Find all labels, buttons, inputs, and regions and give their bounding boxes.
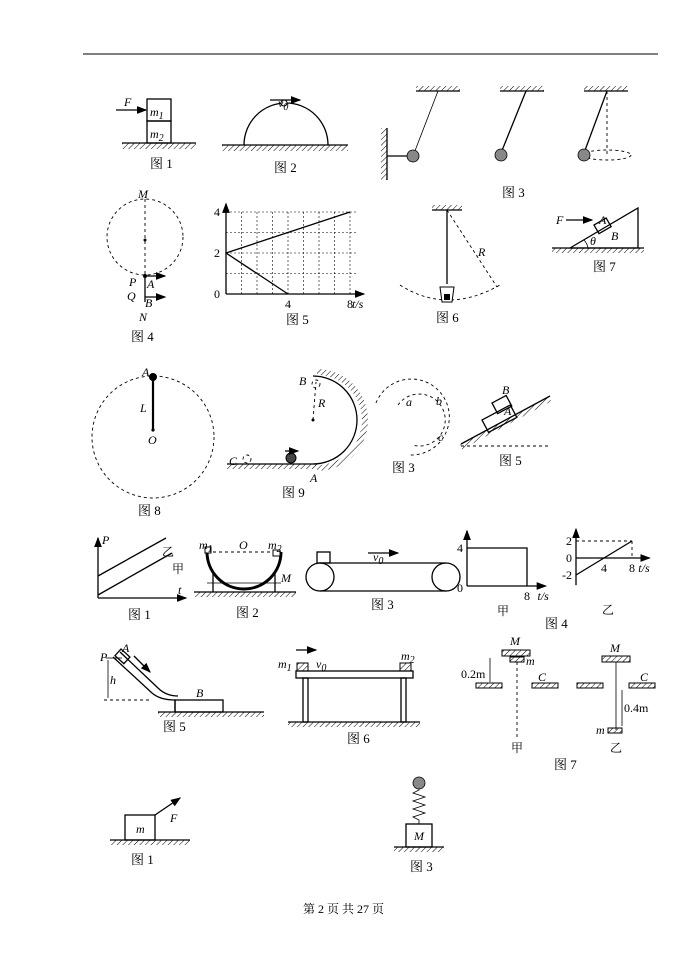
caption: 图 9 bbox=[282, 485, 305, 500]
block-m1 bbox=[297, 663, 308, 671]
table-leg bbox=[303, 678, 308, 722]
chart-yi bbox=[562, 529, 650, 585]
r4-fig1 bbox=[98, 533, 186, 622]
label-O: O bbox=[239, 538, 248, 552]
r2-fig6 bbox=[400, 205, 500, 325]
label-P: P bbox=[129, 275, 137, 289]
x-axis-label: t/s bbox=[351, 297, 364, 311]
label-A: A bbox=[504, 404, 512, 418]
point-O bbox=[151, 428, 154, 431]
caption: 图 6 bbox=[347, 731, 370, 746]
angle-arc bbox=[584, 240, 588, 248]
label-t: t bbox=[178, 583, 182, 597]
ground bbox=[288, 722, 420, 727]
string bbox=[584, 91, 607, 153]
y-tick-label: 4 bbox=[214, 205, 220, 219]
ground bbox=[194, 592, 296, 597]
label-R: R bbox=[478, 245, 486, 259]
label-M: M bbox=[610, 641, 620, 655]
label-R: R bbox=[318, 396, 326, 410]
ball-A bbox=[149, 373, 157, 381]
ball-C bbox=[243, 455, 251, 463]
r1-fig2 bbox=[222, 96, 348, 175]
label-A: A bbox=[147, 277, 155, 291]
caption: 图 4 bbox=[131, 329, 154, 344]
label-yi: 乙 bbox=[162, 545, 175, 559]
label-c: c bbox=[438, 430, 444, 444]
caption: 图 3 bbox=[410, 859, 433, 874]
caption: 图 1 bbox=[128, 607, 151, 622]
label-L: L bbox=[140, 401, 147, 415]
r1-fig3 bbox=[381, 86, 631, 200]
ceiling-hatch bbox=[416, 86, 460, 91]
ground bbox=[110, 840, 190, 845]
caption: 图 3 bbox=[392, 460, 415, 475]
ground bbox=[158, 712, 264, 717]
bucket-content bbox=[444, 294, 450, 300]
ball bbox=[413, 777, 425, 789]
table-leg bbox=[401, 678, 406, 722]
pulley-left bbox=[306, 563, 334, 591]
caption: 图 5 bbox=[163, 719, 186, 734]
bob bbox=[495, 149, 507, 161]
r2-fig5-chart bbox=[214, 204, 364, 327]
label-v0: $v_0$ bbox=[278, 96, 289, 113]
r4-fig4-jia-chart bbox=[457, 531, 549, 618]
caption: 图 8 bbox=[138, 503, 161, 518]
caption: 图 2 bbox=[236, 605, 259, 620]
r4-fig4-yi-chart bbox=[545, 529, 650, 631]
label-jia: 甲 bbox=[497, 604, 510, 618]
r5-fig5 bbox=[99, 641, 264, 734]
label-C: C bbox=[229, 454, 238, 468]
y-tick-label: 2 bbox=[214, 246, 220, 260]
swing-rope bbox=[447, 210, 497, 287]
caption: 图 4 bbox=[545, 616, 568, 631]
r4-fig3 bbox=[306, 550, 460, 612]
label-B: B bbox=[502, 383, 510, 397]
line-jia bbox=[98, 553, 172, 595]
label-F: F bbox=[124, 95, 132, 109]
caption: 图 7 bbox=[554, 757, 577, 772]
label-B: B bbox=[145, 296, 153, 310]
y-tick-label: 2 bbox=[566, 534, 572, 548]
label-v0: $v_0$ bbox=[373, 550, 384, 567]
x-axis-label: t/s bbox=[537, 589, 549, 603]
label-O: O bbox=[148, 433, 157, 447]
bob bbox=[578, 149, 590, 161]
ledge bbox=[577, 683, 603, 688]
label-M: M bbox=[414, 829, 424, 843]
r2-fig4 bbox=[107, 187, 183, 344]
caption: 图 7 bbox=[593, 259, 616, 274]
r3-fig3 bbox=[376, 379, 449, 475]
r3-fig9 bbox=[227, 372, 365, 500]
caption: 图 3 bbox=[502, 185, 525, 200]
label-C: C bbox=[640, 670, 649, 684]
string bbox=[501, 91, 526, 153]
table-top bbox=[296, 671, 413, 678]
label-B: B bbox=[196, 686, 204, 700]
r6-fig3 bbox=[394, 777, 444, 874]
r4-fig2 bbox=[194, 538, 296, 620]
wall-hatch bbox=[381, 128, 387, 180]
ceiling-hatch bbox=[432, 205, 462, 210]
label-C: C bbox=[538, 670, 547, 684]
label-P: P bbox=[100, 650, 108, 664]
y-tick-label: 4 bbox=[457, 541, 463, 555]
label-M: M bbox=[138, 187, 148, 201]
label-N: N bbox=[139, 310, 148, 324]
label-theta: θ bbox=[590, 234, 596, 248]
ground bbox=[222, 145, 348, 151]
r3-fig8 bbox=[92, 365, 214, 518]
caption: 图 1 bbox=[150, 156, 173, 171]
label-m: m bbox=[526, 654, 535, 668]
r1-fig1 bbox=[116, 95, 196, 171]
label-F: F bbox=[556, 213, 564, 227]
caption: 图 5 bbox=[286, 312, 309, 327]
ring-m bbox=[608, 728, 622, 733]
x-tick-label: 8 bbox=[524, 589, 530, 603]
label-M: M bbox=[281, 571, 291, 585]
caption: 图 2 bbox=[274, 160, 297, 175]
label-M: M bbox=[510, 634, 520, 648]
label-b: b bbox=[436, 394, 442, 408]
label-m: m bbox=[596, 723, 605, 737]
bowl bbox=[207, 552, 281, 589]
chart-jia bbox=[457, 531, 549, 603]
label-B: B bbox=[299, 374, 307, 388]
label-v0: $v_0$ bbox=[316, 657, 327, 674]
bob bbox=[407, 150, 419, 162]
r6-fig1 bbox=[110, 798, 190, 867]
label-P: P bbox=[102, 533, 110, 547]
ground bbox=[552, 248, 644, 253]
label-A: A bbox=[142, 365, 150, 379]
label-B: B bbox=[611, 229, 619, 243]
chart-axes bbox=[226, 204, 364, 294]
ledge bbox=[476, 683, 502, 688]
label-a: a bbox=[406, 395, 412, 409]
label-F: F bbox=[170, 811, 178, 825]
label-yi: 乙 bbox=[610, 741, 623, 755]
label-d2: 0.4m bbox=[624, 701, 649, 715]
label-Q: Q bbox=[127, 289, 136, 303]
y-tick-label: 0 bbox=[457, 581, 463, 595]
label-A: A bbox=[122, 641, 130, 655]
ground bbox=[227, 464, 317, 469]
label-jia: 甲 bbox=[511, 741, 524, 755]
page-footer: 第 2 页 共 27 页 bbox=[302, 902, 384, 916]
ground bbox=[394, 847, 444, 852]
label-yi: 乙 bbox=[602, 603, 615, 617]
caption: 图 3 bbox=[371, 597, 394, 612]
plate-M bbox=[602, 656, 630, 662]
label-m2: $m_2$ bbox=[150, 127, 164, 144]
caption: 图 1 bbox=[131, 852, 154, 867]
label-A: A bbox=[310, 471, 318, 485]
ceiling-hatch bbox=[584, 86, 628, 91]
label-jia: 甲 bbox=[172, 562, 185, 576]
spring bbox=[413, 788, 425, 824]
caption: 图 5 bbox=[499, 453, 522, 468]
series-line bbox=[467, 548, 527, 586]
velocity-arrow bbox=[134, 656, 150, 672]
label-m: m bbox=[136, 822, 145, 836]
r2-fig7 bbox=[552, 208, 644, 274]
center-dot bbox=[144, 239, 147, 242]
chart-ticks bbox=[214, 205, 364, 311]
y-tick-label: 0 bbox=[566, 551, 572, 565]
ceiling-hatch bbox=[500, 86, 544, 91]
x-tick-label: 8 bbox=[629, 561, 635, 575]
x-axis-label: t/s bbox=[638, 561, 650, 575]
label-m2: $m_2$ bbox=[268, 538, 282, 555]
label-d1: 0.2m bbox=[461, 667, 486, 681]
string bbox=[413, 91, 438, 156]
label-m2: $m_2$ bbox=[401, 649, 415, 666]
label-m1: $m_1$ bbox=[278, 657, 292, 674]
block bbox=[317, 552, 330, 563]
y-tick-label: 0 bbox=[214, 287, 220, 301]
r5-fig6 bbox=[278, 649, 420, 746]
center bbox=[312, 419, 315, 422]
board-B bbox=[175, 700, 223, 712]
y-tick-label: -2 bbox=[562, 568, 572, 582]
label-h: h bbox=[110, 673, 116, 687]
label-m1: $m_1$ bbox=[150, 105, 164, 122]
ball bbox=[286, 453, 296, 463]
pulley-right bbox=[432, 563, 460, 591]
label-m1: $m_1$ bbox=[199, 538, 213, 555]
caption: 图 6 bbox=[436, 310, 459, 325]
x-tick-label: 8 bbox=[347, 297, 353, 311]
r5-fig7 bbox=[461, 634, 655, 772]
ring-m bbox=[510, 657, 524, 662]
x-tick-label: 4 bbox=[601, 561, 607, 575]
r3-fig5 bbox=[461, 383, 550, 468]
label-A: A bbox=[599, 213, 607, 227]
chart-grid bbox=[226, 212, 356, 294]
x-tick-label: 4 bbox=[285, 297, 291, 311]
